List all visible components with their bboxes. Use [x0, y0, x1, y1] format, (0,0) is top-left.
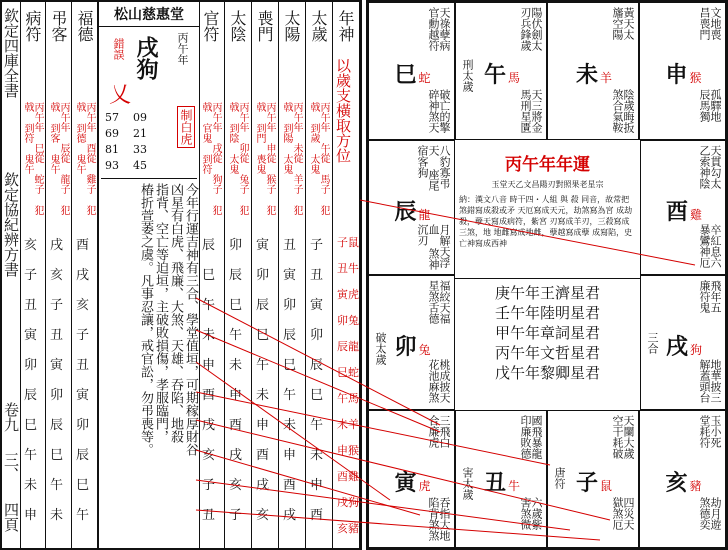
palace-bottom-stars: 吞指大地 陷背煞煞: [427, 497, 451, 541]
right-grid-cell: 午馬: [337, 392, 359, 405]
left-grid-cell: 卯: [76, 418, 90, 433]
right-grid-cell: 戌: [229, 448, 243, 463]
left-col-head: 弔客: [49, 10, 68, 42]
palace-animal: 豬: [689, 479, 702, 493]
palace-top-stars: 文地喪 昌喪門: [698, 7, 722, 40]
right-grid-cell: 午: [283, 388, 297, 403]
left-grid-cell: 申: [24, 508, 38, 523]
right-col-red: 丙午年 卯從 兔子 犯戟 到陰 太鬼: [227, 102, 248, 215]
right-col-red: 丙午年 申從 猴子 犯戟 到門 喪鬼: [254, 102, 275, 215]
right-grid-cell: 辰: [202, 238, 216, 253]
left-grid-cell: 午: [24, 448, 38, 463]
right-grid-cell: 卯: [310, 328, 324, 343]
palace-animal: 牛: [508, 479, 521, 493]
palace-branch-char: 申: [665, 62, 688, 88]
right-grid-cell: 寅: [310, 298, 324, 313]
palace-branch-char: 寅: [394, 470, 417, 496]
number-row: [105, 142, 177, 158]
right-grid-cell: 寅: [283, 268, 297, 283]
left-grid-cell: 丑: [76, 358, 90, 373]
palace-animal: 雞: [690, 207, 703, 222]
right-col-head: 喪門: [255, 10, 274, 42]
number-cell: 09: [133, 111, 147, 124]
chart-subtitle: 玉堂天乙文昌陽刃對照果老星宗: [491, 180, 604, 189]
right-col-red: 以歲支橫取方位: [334, 58, 352, 163]
right-grid-cell: 戌: [256, 478, 270, 493]
error-label: 錯誤: [112, 38, 125, 60]
right-col-head: 年神: [336, 10, 355, 42]
star-lord-line: 戊午年黎卿星君: [494, 364, 600, 382]
left-grid-cell: 亥: [24, 238, 38, 253]
right-grid-cell: 未: [202, 328, 216, 343]
palace-branch: [395, 195, 431, 226]
palace-branch: [395, 330, 431, 361]
left-grid-cell: 戌: [76, 268, 90, 283]
left-grid-cell: 酉: [76, 238, 90, 253]
left-grid-cell: 辰: [24, 388, 38, 403]
right-grid-cell: 未: [256, 388, 270, 403]
left-col-head: 病符: [23, 10, 42, 42]
number-cell: 69: [105, 127, 119, 140]
right-grid-cell: 亥: [202, 448, 216, 463]
palace-top-stars: 福絞天福 星煞舌德: [427, 280, 451, 324]
palace-branch-char: 卯: [394, 333, 417, 360]
palace-branch: [395, 58, 431, 89]
right-grid-cell: 未: [283, 418, 297, 433]
center-year: 丙午年: [176, 32, 189, 65]
palace-branch: [666, 195, 702, 226]
margin-column: [2, 2, 21, 548]
right-grid-cell: 未: [310, 448, 324, 463]
left-grid-cell: 未: [50, 508, 64, 523]
left-grid-cell: 巳: [50, 448, 64, 463]
palace-branch: [666, 330, 702, 361]
margin-volume: 卷九: [2, 402, 20, 432]
palace-branch-char: 亥: [665, 470, 688, 496]
palace-branch: [484, 466, 520, 497]
right-grid-cell: 未: [229, 358, 243, 373]
palace-bottom-stars: 四災天 獄煞厄: [611, 497, 635, 530]
center-text-line: 指背、空亡等迫垣，主破敗損傷，孝服臨門，: [153, 183, 168, 443]
palace-si: [368, 2, 455, 140]
right-grid-cell: 子: [229, 508, 243, 523]
palace-you: [640, 140, 726, 275]
palace-bottom-stars: 破亡的擎 碎神煞天: [427, 89, 451, 133]
right-grid-cell: 酉: [310, 508, 324, 523]
palace-top-stars: 飛年五 廉符鬼: [698, 280, 722, 313]
left-col-red: 丙午年 酉從 雞子 犯戟 到德 鬼午: [74, 102, 95, 215]
palace-top-stars: 黃天太 旛空陽: [611, 7, 635, 40]
right-grid-cell: 辰: [256, 298, 270, 313]
right-grid-cell: 巳: [202, 268, 216, 283]
palace-chen: [368, 140, 455, 275]
right-grid-cell: 卯: [256, 268, 270, 283]
palace-yin: [368, 410, 455, 548]
palace-animal: 龍: [418, 207, 431, 222]
left-grid-cell: 戌: [50, 238, 64, 253]
palace-bottom-stars: 六歲紫 害煞微: [519, 497, 543, 530]
palace-animal: 虎: [418, 479, 431, 493]
right-grid-cell: 未羊: [337, 418, 359, 431]
palace-animal: 鼠: [600, 479, 613, 493]
right-grid-cell: 午: [310, 418, 324, 433]
left-grid-cell: 寅: [50, 358, 64, 373]
palace-mid-stars: 害太歲: [461, 467, 474, 500]
palace-top-stars: 玉小死 堂耗符: [698, 415, 722, 448]
palace-top-stars: 陽伏劍太 刃兵鋒歲: [519, 7, 543, 51]
palace-branch-char: 未: [576, 62, 599, 88]
right-grid-cell: 子: [310, 238, 324, 253]
left-col-2: [72, 2, 98, 548]
palace-mid-stars: 刑太歲: [461, 59, 474, 92]
right-col-red: 丙午年 戌從 狗子 犯戟 官鬼 到符: [200, 102, 221, 215]
number-cell: 21: [133, 127, 147, 140]
palace-branch-char: 戌: [666, 333, 689, 360]
palace-branch: [666, 58, 702, 89]
right-col-head: 太陰: [228, 10, 247, 42]
right-grid-cell: 丑: [283, 238, 297, 253]
right-grid-cell: 戌: [202, 418, 216, 433]
left-col-head: 福德: [75, 10, 94, 42]
left-grid-cell: 午: [76, 508, 90, 523]
right-grid-cell: 申: [283, 448, 297, 463]
palace-branch: [484, 58, 520, 89]
right-grid-cell: 寅虎: [337, 288, 359, 301]
error-mark: 乂: [109, 83, 132, 108]
palace-xu: [640, 275, 726, 410]
center-text-line: 凶星有白虎、飛廉、大煞、天雄、吞陷、地殺: [168, 183, 183, 443]
margin-page: 四頁: [2, 502, 20, 532]
center-text-line: 椿折萱萎之虞。凡事忍讓，戒官訟，勿弔喪等。: [138, 183, 153, 456]
right-grid-cell: 巳: [229, 298, 243, 313]
chart-title: 丙午年年運: [505, 155, 590, 175]
left-grid-cell: 午: [50, 478, 64, 493]
right-grid-cell: 丑: [202, 508, 216, 523]
palace-bottom-stars: 劫月遊 煞德奕: [698, 497, 722, 530]
palace-branch: [576, 58, 612, 89]
central-chart: [455, 140, 640, 410]
right-col-3: [279, 2, 306, 548]
right-grid-cell: 辰: [310, 358, 324, 373]
right-grid-cell: 丑牛: [337, 262, 359, 275]
left-grid-cell: 卯: [50, 388, 64, 403]
palace-branch-char: 酉: [666, 198, 689, 225]
left-grid-cell: 卯: [24, 358, 38, 373]
right-grid-cell: 申猴: [337, 444, 359, 457]
margin-sub-title: 欽定協紀辨方書: [2, 172, 20, 277]
left-grid-cell: 子: [24, 268, 38, 283]
palace-branch: [666, 466, 702, 497]
palace-bottom-stars: 天三將金 馬刑星匱: [519, 89, 543, 133]
palace-wu: [455, 2, 547, 140]
number-cell: 45: [133, 159, 147, 172]
right-grid-cell: 子: [202, 478, 216, 493]
right-grid-cell: 卯: [229, 238, 243, 253]
right-grid-cell: 卯: [283, 298, 297, 313]
right-grid-cell: 巳蛇: [337, 366, 359, 379]
palace-wei: [547, 2, 639, 140]
palace-top-stars: 天貫勾太 乙索神陰: [698, 145, 722, 189]
number-table: [105, 110, 177, 174]
right-grid-cell: 亥: [256, 508, 270, 523]
number-cell: 81: [105, 143, 119, 156]
left-grid-cell: 丑: [24, 298, 38, 313]
right-grid-cell: 戌: [283, 508, 297, 523]
number-cell: 57: [105, 111, 119, 124]
palace-top-stars: 天闌大歲 空干耗破: [611, 415, 635, 459]
left-grid-cell: 丑: [50, 328, 64, 343]
number-cell: 33: [133, 143, 147, 156]
center-block: [98, 2, 200, 548]
palace-bottom-stars: 地華披三 解蓋頭台: [698, 359, 722, 403]
palace-top-stars: 天祿孽病 官勳越符: [427, 7, 451, 51]
right-grid-cell: 辰: [229, 268, 243, 283]
palace-hai: [639, 410, 726, 548]
right-grid-cell: 巳: [283, 358, 297, 373]
number-cell: 93: [105, 159, 119, 172]
star-lord-line: 庚午年王濟星君: [494, 284, 600, 302]
right-grid-cell: 子鼠: [337, 236, 359, 249]
star-lord-line: 壬午年陸明星君: [494, 304, 600, 322]
palace-mid-stars: 破太歲: [374, 332, 387, 365]
right-grid-cell: 申: [202, 358, 216, 373]
right-grid-cell: 戌狗: [337, 496, 359, 509]
palace-mid-stars: 三合: [646, 332, 659, 354]
left-grid-cell: 子: [50, 298, 64, 313]
left-grid-cell: 亥: [50, 268, 64, 283]
palace-bottom-stars: 月解天浮血 煞神沉刃: [416, 224, 451, 270]
left-grid-cell: 子: [76, 328, 90, 343]
right-columns: [198, 2, 360, 548]
palace-chou: [455, 410, 547, 548]
left-grid-cell: 寅: [76, 388, 90, 403]
right-col-5: [333, 2, 360, 548]
left-grid-cell: 辰: [76, 448, 90, 463]
palace-bottom-stars: 孤驛地 辰馬獨: [698, 89, 722, 122]
right-col-red: 丙午年 未從 羊子 犯戟 到陽 太鬼: [281, 102, 302, 215]
right-grid-cell: 巳: [256, 328, 270, 343]
left-grid-cell: 巳: [24, 418, 38, 433]
right-grid-cell: 辰: [283, 328, 297, 343]
palace-top-stars: 八豹寡弔天 座尾宿客狗: [416, 145, 451, 191]
palace-top-stars: 國飛暴龍 印廉敗德: [519, 415, 543, 459]
palace-bottom-stars: 桃成披天 花池麻煞: [427, 359, 451, 403]
temple-title: 松山慈惠堂: [99, 4, 199, 27]
right-col-head: 太歲: [309, 10, 328, 42]
right-grid-cell: 亥豬: [337, 522, 359, 535]
right-grid-cell: 寅: [256, 238, 270, 253]
palace-animal: 狗: [690, 342, 703, 357]
palace-branch-char: 辰: [394, 198, 417, 225]
number-row: [105, 110, 177, 126]
right-col-red: 丙午年 午從 馬子 犯戟 到歲 太鬼: [308, 102, 329, 215]
left-columns: [20, 2, 98, 548]
palace-branch-char: 巳: [394, 62, 417, 88]
right-col-0: [198, 2, 225, 548]
palace-branch-char: 子: [576, 470, 599, 496]
right-grid-cell: 酉雞: [337, 470, 359, 483]
chart-body: 納：漢文八音 時干四・人組 與 殺 同音，故常把煞錯寫成殺或矛 天厄寫成天元，劫煞寫為宮 成劫殺，孽天寫成病符，紫宮 刃寫成羊刃，三殺寫成三煞，地 地雌寫成地雌，孽越寫成孽 成寫陷，史亡神寫成西神: [459, 195, 633, 248]
left-col-0: [20, 2, 46, 548]
right-grid-cell: 午: [202, 298, 216, 313]
palace-branch: [576, 466, 612, 497]
palace-animal: 羊: [600, 71, 613, 85]
left-grid-cell: 辰: [50, 418, 64, 433]
right-col-1: [225, 2, 252, 548]
palace-branch-char: 丑: [484, 470, 507, 496]
right-col-4: [306, 2, 333, 548]
right-col-head: 太陽: [282, 10, 301, 42]
palace-branch: [395, 466, 431, 497]
right-col-2: [252, 2, 279, 548]
left-col-red: 丙午年 辰從 龍子 犯戟 到客 鬼午: [48, 102, 69, 215]
palace-animal: 猴: [689, 71, 702, 85]
right-grid-cell: 申: [229, 388, 243, 403]
right-grid-cell: 辰龍: [337, 340, 359, 353]
left-grid-cell: 寅: [24, 328, 38, 343]
left-grid-cell: 未: [24, 478, 38, 493]
right-grid-cell: 酉: [202, 388, 216, 403]
right-grid-cell: 午: [256, 358, 270, 373]
palace-mao: [368, 275, 455, 410]
number-row: [105, 158, 177, 174]
center-animal: 戌狗: [133, 36, 159, 80]
margin-section: 三、: [2, 452, 20, 482]
left-grid-cell: 亥: [76, 298, 90, 313]
star-lord-line: 甲午年章詞星君: [494, 324, 600, 342]
number-row: [105, 126, 177, 142]
right-grid-cell: 巳: [310, 388, 324, 403]
palace-mid-stars: 唐符: [553, 467, 566, 489]
left-grid-cell: 巳: [76, 478, 90, 493]
palace-animal: 蛇: [418, 71, 431, 85]
right-grid-cell: 酉: [229, 418, 243, 433]
center-text-line: 今年行運吉神有三合、學堂值垣，可期稼厚財谷: [183, 183, 198, 456]
right-col-head: 官符: [201, 10, 220, 42]
palace-animal: 兔: [418, 342, 431, 357]
right-grid-cell: 申: [310, 478, 324, 493]
palace-shen: [639, 2, 726, 140]
left-col-red: 丙午年 巳從 蛇子 犯戟 到符 鬼午: [22, 102, 43, 215]
palace-top-stars: 三飛白 合廉虎: [427, 415, 451, 448]
margin-book-title: 欽定四庫全書: [2, 8, 20, 98]
right-grid-cell: 午: [229, 328, 243, 343]
palace-branch-char: 午: [484, 62, 507, 88]
right-grid-cell: 卯兔: [337, 314, 359, 327]
control-white-tiger-box: 制白虎: [177, 106, 195, 148]
left-col-1: [46, 2, 72, 548]
right-grid-cell: 申: [256, 418, 270, 433]
center-text-area: [101, 178, 197, 539]
palace-bottom-stars: 陰歲晦扳 煞合氣鞍: [611, 89, 635, 133]
star-lord-line: 丙午年文哲星君: [494, 344, 600, 362]
palace-animal: 馬: [508, 71, 521, 85]
palace-bottom-stars: 卒紅息六 暴鸞神厄: [698, 224, 722, 268]
right-grid-cell: 酉: [256, 448, 270, 463]
right-grid-cell: 亥: [229, 478, 243, 493]
right-grid-cell: 酉: [283, 478, 297, 493]
palace-zi: [547, 410, 639, 548]
right-grid-cell: 丑: [310, 268, 324, 283]
